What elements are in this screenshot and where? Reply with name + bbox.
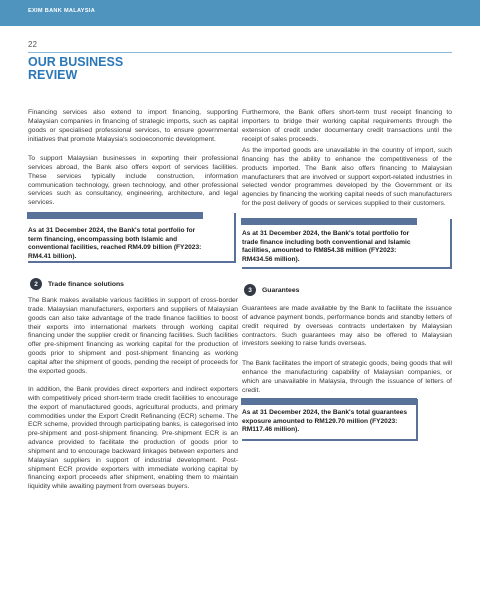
header-bar (0, 0, 480, 26)
trade-finance-callout: As at 31 December 2024, the Bank's total portfolio for trade finance including both conventional and Islamic facilities, amounted to RM854.38 million (FY2023: RM434.56 million). (242, 230, 411, 263)
left-paragraph-3: The Bank makes available various facilities in support of cross-border trade. Malaysian manufacturers, exporters and suppliers of Malaysian goods can also take advantage of the trade finance facilities to boost their exports into international markets through working capital financing under the supplier credit or financing facilities. Such facilities offer pre-shipment financing as working capital for the production of goods prior to shipment and post-shipment financing as working capital after the shipment of goods, pending the receipt of proceeds for the exported goods. (28, 297, 238, 375)
left-paragraph-2: To support Malaysian businesses in exporting their professional services abroad, the Bank also offers export of services facilities. These services typically include construction, information communication technology, green technology, and other professional services such as consultancy, engineering, architecture, and legal services. (28, 155, 238, 207)
page-number: 22 (28, 40, 37, 49)
guarantees-heading: Guarantees (262, 286, 300, 294)
section-title-line-2: REVIEW (28, 67, 78, 82)
callout-accent-bar (27, 212, 203, 219)
guarantees-callout: As at 31 December 2024, the Bank's total guarantees exposure amounted to RM129.70 million (FY2023: RM117.46 million). (242, 409, 408, 434)
section-title (28, 56, 228, 81)
left-paragraph-4: In addition, the Bank provides direct exporters and indirect exporters with competitively priced short-term trade credit facilities to encourage the export of manufactured goods, agricultural products, and primary commodities under the Export Credit Refinancing (ECR) scheme. The ECR scheme, provided through participating banks, is categorised into pre-shipment and post-shipment financing. Pre-shipment ECR is an advance provided to facilitate the production of goods prior to shipment and to encourage backward linkages between exporters and Malaysian suppliers in support of industrial development. Post-shipment ECR provide exporters with immediate working capital by financing export proceeds after shipment, enabling them to maintain liquidity while awaiting payment from overseas buyers. (28, 386, 238, 491)
trade-finance-subhead (30, 278, 124, 290)
right-paragraph-3: Guarantees are made available by the Bank to facilitate the issuance of advance payment bonds, performance bonds and standby letters of credit required by overseas contracts undertaken by Malaysian contractors. Such guarantees may also be offered to Malaysian investors seeking to raise funds overseas. (242, 305, 452, 348)
trade-finance-heading: Trade finance solutions (48, 280, 124, 288)
left-paragraph-1: Financing services also extend to import financing, supporting Malaysian companies in financing of strategic imports, such as capital goods or specialised professional services, to ensure governmental initiatives that promote Malaysia's socioeconomic development. (28, 109, 238, 143)
brand-name: EXIM BANK MALAYSIA (28, 8, 96, 14)
section-number-badge: 2 (30, 278, 42, 290)
section-number-badge: 3 (244, 284, 256, 296)
guarantees-subhead (244, 284, 299, 296)
term-financing-callout: As at 31 December 2024, the Bank's total portfolio for term financing, encompassing both Islamic and conventional facilities, reached RM4.09 billion (FY2023: RM4.41 billion). (28, 227, 202, 260)
callout-accent-bar (241, 398, 417, 405)
right-paragraph-1: Furthermore, the Bank offers short-term trust receipt financing to importers to bridge their working capital requirements through the extension of credit under documentary credit transactions until the receipt of sales proceeds. (242, 109, 452, 143)
section-title-line-1: OUR BUSINESS (28, 55, 124, 69)
divider (28, 52, 452, 53)
callout-accent-bar (241, 218, 417, 225)
right-paragraph-2: As the imported goods are unavailable in the country of import, such financing has the ability to enhance the competitiveness of the products imported. The Bank also offers financing to Malaysian manufacturers that are involved or support export-related industries in selected vendor programmes developed by the Government or its agencies by financing the working capital needs of such manufacturers for the post delivery of goods or services supplied to their customers. (242, 147, 452, 208)
right-paragraph-4: The Bank facilitates the import of strategic goods, being goods that will enhance the manufacturing capability of Malaysian companies, or which are unavailable in Malaysia, through the issuance of letters of credit. (242, 360, 452, 394)
